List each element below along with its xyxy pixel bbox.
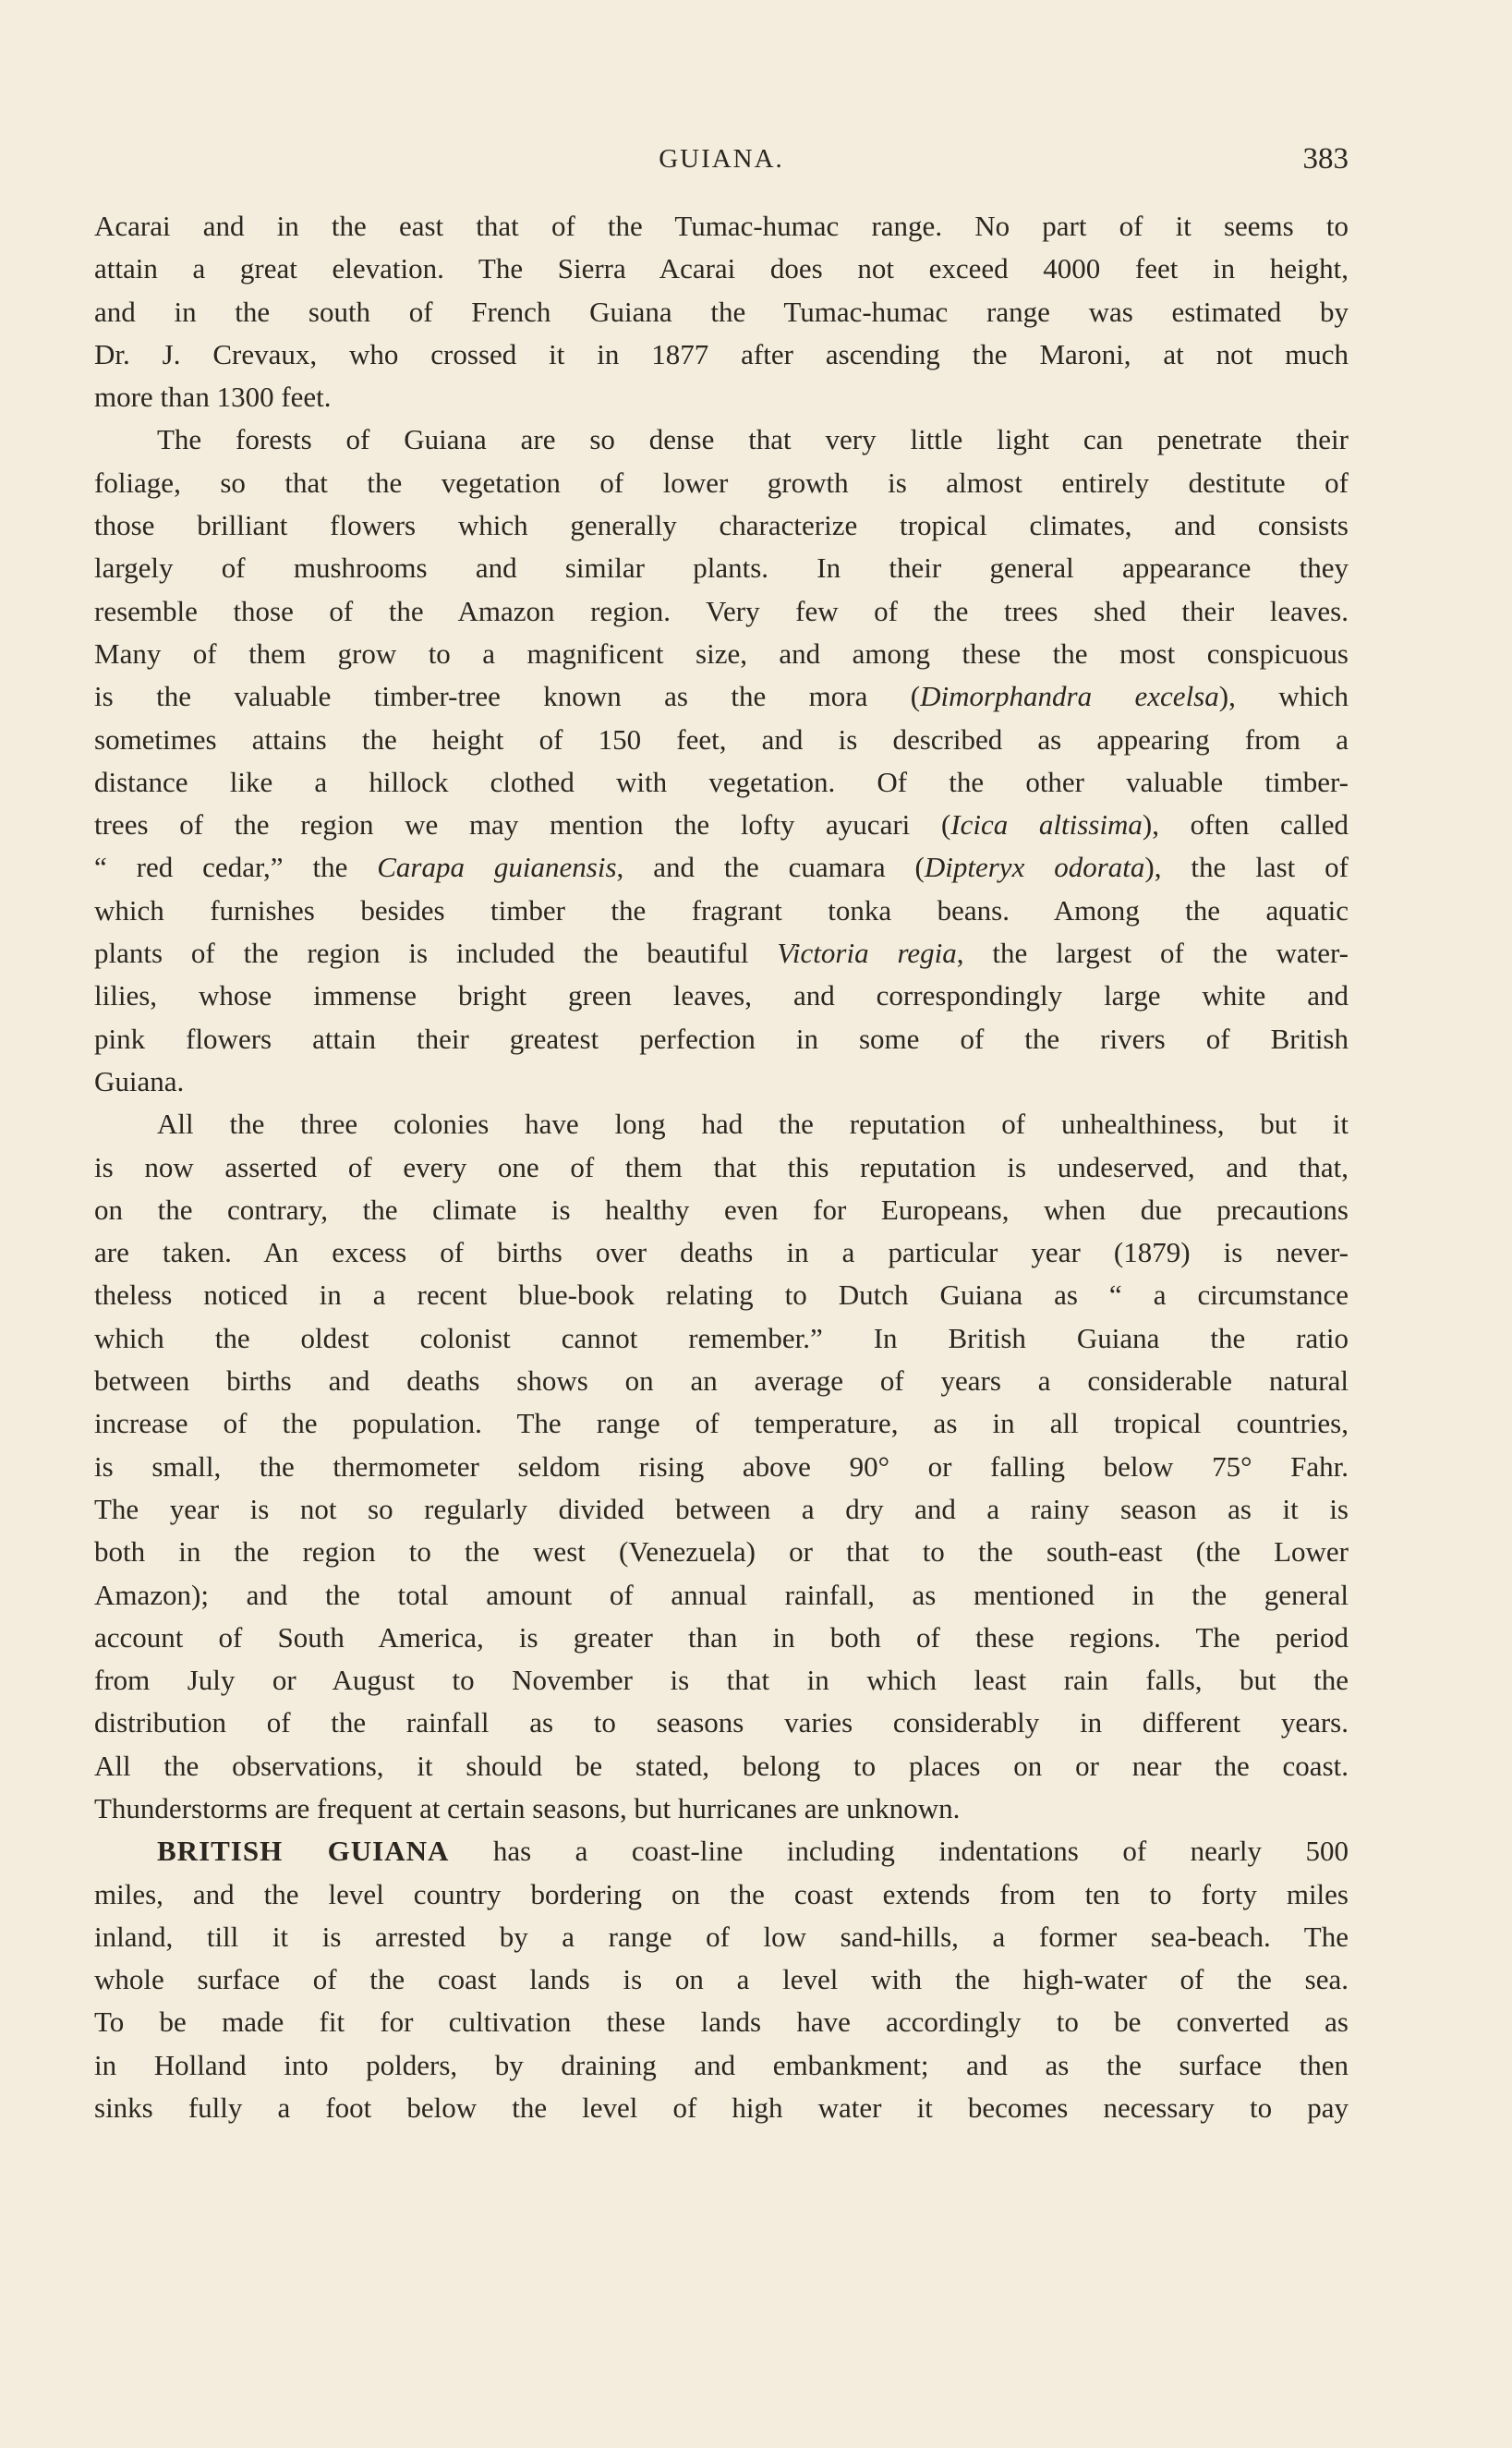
text-line: [94, 376, 1349, 418]
text-line: [94, 291, 1349, 333]
text-run: Thunderstorms are frequent at certain seasons, but hurricanes are unknown.: [94, 1791, 961, 1824]
text-run: lilies, whose immense bright green leaves, and correspondingly large white and: [94, 979, 1349, 1012]
text-run: miles, and the level country bordering on the coast extends from ten to forty miles: [94, 1877, 1349, 1910]
text-run: account of South America, is greater than in both of these regions. The period: [94, 1620, 1349, 1654]
text-run: attain a great elevation. The Sierra Acarai does not exceed 4000 feet in height,: [94, 252, 1349, 285]
text-line: [94, 975, 1349, 1017]
text-run: between births and deaths shows on an average of years a considerable natural: [94, 1364, 1349, 1398]
text-run: ), which: [1218, 680, 1349, 713]
text-line: [94, 1103, 1349, 1145]
text-line: [94, 333, 1349, 376]
text-run: and in the south of French Guiana the Tumac-humac range was estimated by: [94, 295, 1349, 328]
text-run: both in the region to the west (Venezuela) or that to the south-east (the Lower: [94, 1535, 1349, 1569]
text-run: ), often called: [1142, 808, 1349, 842]
italic-term: Dipteryx odorata: [924, 851, 1145, 884]
text-run: distribution of the rainfall as to seasons varies considerably in different years.: [94, 1706, 1349, 1739]
text-run: is the valuable timber-tree known as the mora (: [94, 680, 921, 713]
text-run: inland, till it is arrested by a range of low sand-hills, a former sea-beach. The: [94, 1920, 1349, 1953]
text-run: , the largest of the water-: [956, 937, 1349, 970]
section-lead: BRITISH GUIANA: [157, 1835, 450, 1868]
text-line: [94, 590, 1349, 633]
text-run: foliage, so that the vegetation of lower growth is almost entirely destitute of: [94, 466, 1349, 499]
text-run: largely of mushrooms and similar plants. In their general appearance they: [94, 551, 1349, 585]
text-line: [94, 890, 1349, 932]
text-run: is small, the thermometer seldom rising above 90° or falling below 75° Fahr.: [94, 1449, 1349, 1483]
text-run: plants of the region is included the beautiful: [94, 937, 778, 970]
text-line: [94, 1060, 1349, 1103]
text-line: [94, 1617, 1349, 1659]
text-line: [94, 1531, 1349, 1573]
text-run: from July or August to November is that in which least rain falls, but the: [94, 1664, 1349, 1697]
running-title: GUIANA.: [659, 144, 784, 174]
text-run: The year is not so regularly divided between a dry and a rainy season as it is: [94, 1492, 1349, 1525]
text-run: All the three colonies have long had the reputation of unhealthiness, but it: [157, 1108, 1349, 1141]
text-run: sinks fully a foot below the level of high water it becomes necessary to pay: [94, 2091, 1349, 2125]
text-line: [94, 719, 1349, 761]
text-line: [94, 2044, 1349, 2087]
text-line: [94, 547, 1349, 589]
text-run: theless noticed in a recent blue-book relating to Dutch Guiana as “ a circumstance: [94, 1279, 1349, 1312]
text-line: [94, 932, 1349, 975]
text-line: [94, 675, 1349, 718]
text-run: Amazon); and the total amount of annual rainfall, as mentioned in the general: [94, 1578, 1349, 1611]
text-line: [94, 761, 1349, 804]
text-line: [94, 1873, 1349, 1916]
text-run: ), the last of: [1144, 851, 1349, 884]
text-line: [94, 1916, 1349, 1958]
text-run: Acarai and in the east that of the Tumac-humac range. No part of it seems to: [94, 210, 1349, 242]
text-line: [94, 248, 1349, 290]
text-run: Guiana.: [94, 1064, 185, 1097]
text-run: has a coast-line including indentations of nearly 500: [449, 1835, 1349, 1868]
text-line: [94, 846, 1349, 889]
text-run: pink flowers attain their greatest perfection in some of the rivers of British: [94, 1022, 1349, 1055]
text-line: [94, 1830, 1349, 1872]
text-line: [94, 804, 1349, 846]
text-run: Dr. J. Crevaux, who crossed it in 1877 after ascending the Maroni, at not much: [94, 337, 1349, 370]
body-text: [94, 205, 1349, 2129]
text-run: increase of the population. The range of temperature, as in all tropical countries,: [94, 1407, 1349, 1440]
text-run: resemble those of the Amazon region. Very few of the trees shed their leaves.: [94, 594, 1349, 627]
text-line: [94, 1360, 1349, 1402]
text-line: [94, 1402, 1349, 1445]
text-line: [94, 1146, 1349, 1189]
text-run: more than 1300 feet.: [94, 381, 332, 414]
text-line: [94, 1788, 1349, 1830]
text-line: [94, 1317, 1349, 1360]
text-line: [94, 1189, 1349, 1231]
text-line: [94, 1659, 1349, 1702]
text-run: are taken. An excess of births over deaths in a particular year (1879) is never-: [94, 1236, 1349, 1269]
italic-term: Victoria regia: [777, 937, 957, 970]
text-line: [94, 1958, 1349, 2001]
page-number: 383: [1302, 142, 1349, 176]
text-line: [94, 1488, 1349, 1531]
text-run: which furnishes besides timber the fragrant tonka beans. Among the aquatic: [94, 893, 1349, 927]
text-line: [94, 504, 1349, 547]
italic-term: Carapa guianensis: [377, 851, 617, 884]
text-run: All the observations, it should be stated, belong to places on or near the coast.: [94, 1749, 1349, 1782]
text-line: [94, 1231, 1349, 1274]
text-run: sometimes attains the height of 150 feet, and is described as appearing from a: [94, 722, 1349, 756]
text-line: [94, 1446, 1349, 1488]
text-line: [94, 462, 1349, 504]
running-head: [94, 139, 1349, 179]
text-line: [94, 1745, 1349, 1788]
text-line: [94, 1274, 1349, 1316]
text-run: “ red cedar,” the: [94, 851, 378, 884]
text-line: [94, 633, 1349, 675]
text-run: in Holland into polders, by draining and embankment; and as the surface then: [94, 2048, 1349, 2081]
text-line: [94, 2001, 1349, 2043]
text-run: The forests of Guiana are so dense that very little light can penetrate their: [157, 423, 1349, 456]
text-run: whole surface of the coast lands is on a level with the high-water of the sea.: [94, 1963, 1349, 1996]
text-line: [94, 205, 1349, 248]
text-line: [94, 418, 1349, 461]
text-run: distance like a hillock clothed with vegetation. Of the other valuable timber-: [94, 765, 1349, 798]
text-run: trees of the region we may mention the lofty ayucari (: [94, 808, 951, 842]
text-run: those brilliant flowers which generally characterize tropical climates, and consists: [94, 509, 1349, 542]
text-run: , and the cuamara (: [616, 851, 925, 884]
text-line: [94, 1574, 1349, 1617]
text-run: on the contrary, the climate is healthy even for Europeans, when due precautions: [94, 1193, 1349, 1226]
text-run: To be made fit for cultivation these lands have accordingly to be converted as: [94, 2006, 1349, 2039]
text-line: [94, 1018, 1349, 1060]
text-run: which the oldest colonist cannot remember.” In British Guiana the ratio: [94, 1321, 1349, 1354]
text-line: [94, 1702, 1349, 1744]
text-line: [94, 2087, 1349, 2129]
text-run: is now asserted of every one of them that this reputation is undeserved, and that,: [94, 1150, 1349, 1183]
italic-term: Icica altissima: [950, 808, 1143, 842]
italic-term: Dimorphandra excelsa: [920, 680, 1219, 713]
text-run: Many of them grow to a magnificent size, and among these the most conspicuous: [94, 636, 1349, 670]
